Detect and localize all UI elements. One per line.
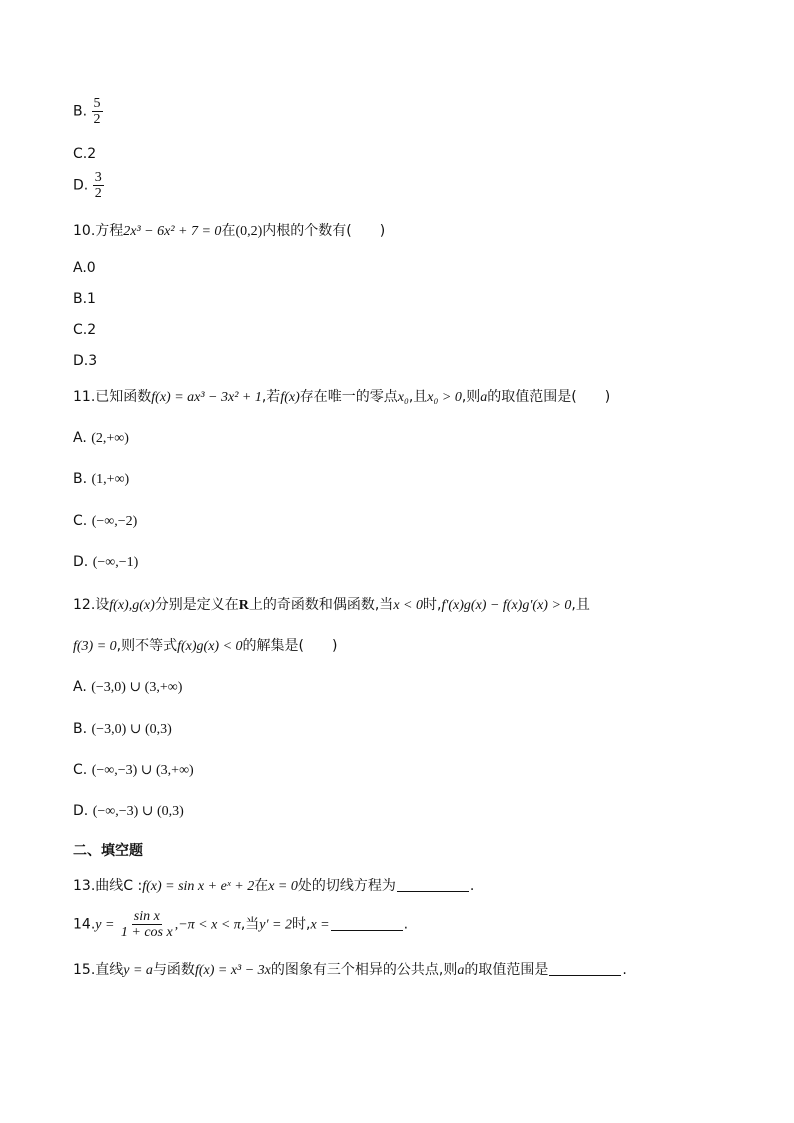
answer-blank bbox=[397, 877, 469, 892]
interval: (0,2) bbox=[235, 224, 263, 239]
q11-option-a: A. (2,+∞) bbox=[73, 430, 129, 446]
q9-option-c: C.2 bbox=[73, 146, 97, 162]
q10-option-b: B.1 bbox=[73, 291, 96, 307]
q12-option-c: C. (−∞,−3) ∪ (3,+∞) bbox=[73, 762, 194, 778]
q12-option-d: D. (−∞,−3) ∪ (0,3) bbox=[73, 803, 184, 819]
function-expr: f(x) = ax³ − 3x² + 1 bbox=[151, 390, 262, 405]
q12-stem-line2: f(3) = 0,则不等式f(x)g(x) < 0的解集是( ) bbox=[73, 638, 338, 654]
q12-option-b: B. (−3,0) ∪ (0,3) bbox=[73, 721, 172, 737]
q13-stem: 13.曲线C :f(x) = sin x + eˣ + 2在x = 0处的切线方程为 . bbox=[73, 878, 475, 894]
q11-option-c: C. (−∞,−2) bbox=[73, 513, 138, 529]
option-label: B. bbox=[73, 103, 88, 120]
q12-option-a: A. (−3,0) ∪ (3,+∞) bbox=[73, 679, 183, 695]
q11-option-d: D. (−∞,−1) bbox=[73, 554, 139, 570]
section-heading: 二、填空题 bbox=[73, 843, 143, 859]
q10-option-d: D.3 bbox=[73, 353, 98, 369]
answer-blank bbox=[549, 961, 621, 976]
option-label: D. bbox=[73, 177, 89, 194]
equation: 2x³ − 6x² + 7 = 0 bbox=[123, 224, 222, 239]
fraction: $\frac{5}{2}$ bbox=[93, 96, 101, 127]
q15-stem: 15.直线y = a与函数f(x) = x³ − 3x的图象有三个相异的公共点,则a的取值范围是 . bbox=[73, 962, 627, 978]
fraction: $\frac{3}{2}$ bbox=[94, 170, 102, 201]
answer-blank bbox=[331, 916, 403, 931]
q10-stem: 10.方程2x³ − 6x² + 7 = 0在(0,2)内根的个数有( ) bbox=[73, 223, 386, 239]
q9-option-b bbox=[73, 96, 103, 127]
q10-option-a: A.0 bbox=[73, 260, 96, 276]
q11-option-b: B. (1,+∞) bbox=[73, 471, 130, 487]
q14-stem: 14.y = $\frac{\text{sin x}}{\text{1 + cos x}}$ ,−π < x < π,当y′ = 2时,x = . bbox=[73, 909, 409, 940]
fraction: $\frac{\text{sin x}}{\text{1 + cos x}}$ bbox=[120, 909, 173, 940]
q11-stem: 11.已知函数f(x) = ax³ − 3x² + 1,若f(x)存在唯一的零点x₀,且x₀ > 0,则a的取值范围是( ) bbox=[73, 389, 611, 405]
q9-option-d bbox=[73, 170, 104, 201]
q12-stem-line1: 12.设f(x),g(x)分别是定义在R上的奇函数和偶函数,当x < 0时,f′(x)g(x) − f(x)g′(x) > 0,且 bbox=[73, 597, 590, 613]
q10-option-c: C.2 bbox=[73, 322, 97, 338]
